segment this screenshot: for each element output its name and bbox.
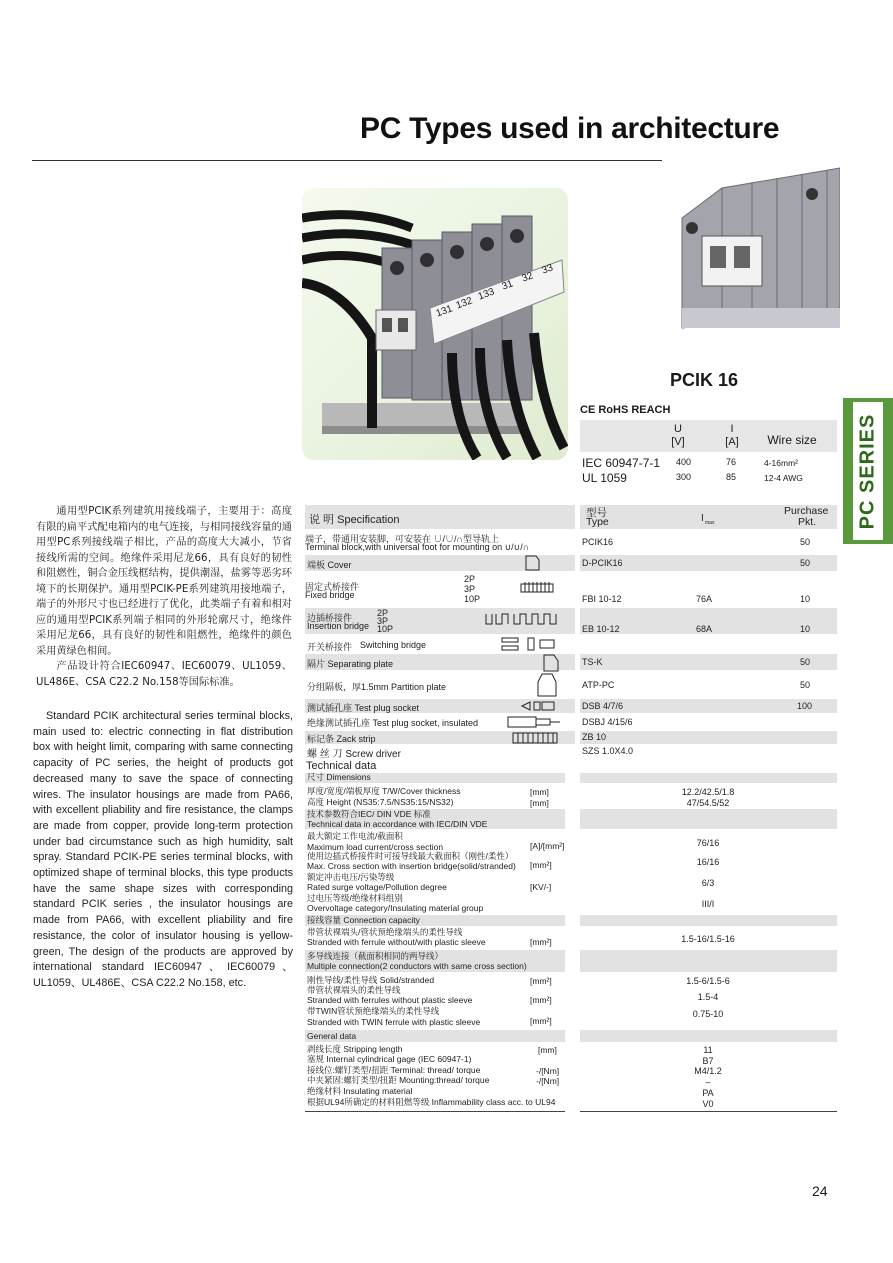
table-bottom-rule: [305, 1111, 565, 1112]
multi-unit: [mm²]: [530, 1016, 552, 1026]
type: SZS 1.0X4.0: [582, 746, 634, 756]
spec-row-cn: 隔片 Separating plate: [307, 659, 394, 669]
elec-value: 6/3: [701, 878, 715, 888]
opt: 10P: [464, 594, 481, 604]
spec-header-label: 说 明 Specification: [309, 514, 400, 526]
multi-bar-right: [580, 950, 837, 972]
series-side-tab: [843, 398, 893, 544]
spec-row-cn: 开关桥接件: [307, 642, 353, 652]
spec-row-cn: 绝缘测试插孔座 Test plug socket, insulated: [307, 718, 479, 728]
chinese-description: [36, 504, 292, 690]
marker-133: 133: [476, 286, 497, 303]
ferrule-unit: [mm²]: [530, 937, 552, 947]
ferrule-value: 1.5-16/1.5-16: [681, 934, 735, 944]
type: DSB 4/7/6: [582, 701, 624, 711]
head-i-unit: [A]: [725, 436, 739, 448]
pkt: 50: [800, 657, 811, 667]
general-row-label: 绝缘材料 Insulating material: [307, 1086, 413, 1096]
multi-label: 带管状裸端头的柔性导线: [307, 985, 401, 995]
page-number: 24: [812, 1183, 828, 1199]
dim-value: 12.2/42.5/1.8: [681, 787, 735, 797]
cover-icon: [523, 554, 541, 572]
zack-strip-icon: [512, 732, 558, 744]
imax: 68A: [696, 624, 713, 634]
table-bottom-rule-right: [580, 1111, 837, 1112]
ferrule-cn: 带管状裸端头/管状预绝缘端头的柔性导线: [307, 927, 463, 937]
spec-row-partition-plate: [305, 672, 575, 698]
elec-en: Rated surge voltage/Pollution degree: [307, 882, 447, 892]
general-bar-right: [580, 1030, 837, 1042]
general-row-value: M4/1.2: [694, 1066, 722, 1076]
separating-plate-icon: [540, 653, 560, 673]
general-row-value: B7: [702, 1056, 714, 1066]
spec-row-cn: 端子，带通用安装脚，可安装在 ∪/∪/∩型导轨上: [305, 534, 499, 544]
multi-label: 刚性导线/柔性导线 Solid/stranded: [307, 975, 435, 985]
spec-row-terminal: [305, 531, 575, 553]
cert-marks: CE RoHS REACH: [580, 404, 671, 416]
ferrule-en: Stranded with ferrule without/with plastic sleeve: [307, 937, 486, 947]
switching-bridge-icon: [500, 636, 556, 652]
dim-label: 高度 Height (NS35:7.5/NS35:15/NS32): [307, 797, 454, 807]
spec-row-en: Switching bridge: [360, 640, 427, 650]
spec-row-screw-driver-type: [580, 745, 837, 757]
pkt: 10: [800, 624, 811, 634]
multi-label-en: Stranded with ferrules without plastic sleeve: [307, 995, 473, 1005]
approval-std: UL 1059: [582, 471, 627, 485]
general-row-label: 根据UL94所确定的材料阻燃等级 Inflammability class acc. to UL94: [307, 1097, 556, 1107]
multi-label: 带TWIN管状预绝缘端头的柔性导线: [307, 1006, 440, 1016]
head-wire: Wire size: [767, 433, 817, 447]
elec-cn: 最大额定工作电流/截面积: [307, 831, 403, 841]
elec-unit: [KV/-]: [530, 882, 552, 892]
spec-row-cover-type: [580, 555, 837, 571]
multi-value: 0.75-10: [692, 1009, 724, 1019]
marker-33: 33: [540, 262, 555, 277]
english-description: [33, 709, 293, 992]
technical-title: Technical data: [306, 760, 377, 772]
head-i: I: [730, 423, 734, 435]
general-row-label: 剥线长度 Stripping length: [307, 1044, 403, 1054]
head-u-unit: [V]: [671, 436, 685, 448]
approval-std: IEC 60947-7-1: [582, 456, 661, 470]
marker-132: 132: [454, 295, 475, 312]
type-header: [580, 505, 837, 529]
spec-row-terminal-type: [580, 531, 837, 553]
spec-row-fixed-bridge-type: [580, 574, 837, 606]
approval-v: 400: [676, 457, 692, 467]
elec-cn: 使用边插式桥接件时可接导线最大截面积（刚性/柔性）: [307, 851, 514, 861]
spec-row-test-plug-type: [580, 699, 837, 713]
type: FBI 10-12: [582, 594, 622, 604]
multi-en: Multiple connection(2 conductors with same cross section): [307, 961, 527, 971]
marker-131: 131: [434, 303, 455, 320]
imax-head: I: [701, 513, 704, 524]
type-head-en: Type: [586, 516, 609, 528]
elec-en: Overvoltage category/Insulating material group: [307, 903, 484, 913]
pkt: 100: [797, 701, 813, 711]
insulated-socket-icon: [506, 714, 562, 730]
general-row-unit: -/[Nm]: [536, 1066, 560, 1076]
product-label: PCIK 16: [670, 370, 739, 390]
spec-row-partition-plate-type: [580, 672, 837, 698]
elec-unit: [mm²]: [530, 860, 552, 870]
dim-unit: [mm]: [530, 798, 549, 808]
approval-wire: 4-16mm²: [764, 458, 799, 468]
multi-label-en: Stranded with TWIN ferrule with plastic sleeve: [307, 1017, 481, 1027]
approval-a: 76: [726, 457, 737, 467]
spec-row-cn: 螺 丝 刀 Screw driver: [307, 749, 401, 760]
opt: 10P: [377, 624, 394, 634]
type: D-PCIK16: [582, 558, 623, 568]
spec-row-cn: 标记条 Zack strip: [307, 734, 376, 744]
spec-row-zack-strip-type: [580, 731, 837, 744]
imax-head-sub: max: [705, 520, 715, 526]
elec-value: III/I: [701, 899, 715, 909]
head-u: U: [674, 423, 682, 435]
spec-row-separating-plate-type: [580, 654, 837, 670]
spec-row-en: Fixed bridge: [305, 590, 355, 600]
approval-v: 300: [676, 472, 692, 482]
general-row-value: 11: [703, 1045, 713, 1055]
standard-bar-right: [580, 809, 837, 829]
general-row-label: 塞规 Internal cylindrical gage (IEC 60947-1): [307, 1054, 472, 1064]
type: DSBJ 4/15/6: [582, 717, 633, 727]
series-side-tab-label: PC SERIES: [856, 413, 879, 529]
spec-row-separating-plate: [305, 654, 575, 670]
type: ZB 10: [582, 732, 607, 742]
elec-value: 76/16: [696, 838, 720, 848]
approval-a: 85: [726, 472, 737, 482]
partition-plate-icon: [536, 672, 560, 698]
spec-row-cn: 边插桥接件: [307, 613, 353, 623]
spec-row-en: Terminal block,with universal foot for mounting on ∪/∪/∩: [305, 542, 530, 552]
dim-label: 厚度/宽度/端板厚度 T/W/Cover thickness: [307, 786, 461, 796]
general-label: General data: [307, 1031, 357, 1041]
elec-en: Max. Cross section with insertion bridge(solid/stranded): [307, 861, 516, 871]
opt: 3P: [464, 584, 476, 594]
general-row-label: 接线位:螺钉类型/扭距 Terminal: thread/ torque: [307, 1065, 481, 1075]
dim-unit: [mm]: [530, 787, 549, 797]
pkt-head-1: Purchase: [784, 505, 829, 517]
pkt: 50: [800, 558, 811, 568]
general-row-value: –: [705, 1077, 711, 1087]
general-row-value: V0: [702, 1099, 714, 1109]
elec-cn: 过电压等级/绝缘材料组别: [307, 893, 403, 903]
standard-en: Technical data in accordance with IEC/DIN VDE: [307, 819, 488, 829]
spec-header: [305, 505, 575, 529]
spec-row-cn: 端板 Cover: [307, 560, 352, 570]
pkt: 50: [800, 680, 811, 690]
type-head-cn: 型号: [586, 507, 607, 519]
pkt-head-2: Pkt.: [798, 516, 817, 528]
spec-row-cn: 分组隔板，厚1.5mm Partition plate: [307, 682, 447, 692]
page-title: PC Types used in architecture: [360, 112, 780, 145]
standard-cn: 技术参数符合IEC/ DIN VDE 标准: [307, 809, 431, 819]
capacity-label: 接线容量 Connection capacity: [307, 915, 420, 925]
general-row-label: 中夹紧固:螺钉类型/扭距 Mounting:thread/ torque: [307, 1075, 490, 1085]
product-photo-pcik16: [662, 158, 840, 336]
multi-value: 1.5-4: [697, 992, 719, 1002]
opt: 3P: [377, 616, 389, 626]
opt: 2P: [464, 574, 476, 584]
multi-value: 1.5-6/1.5-6: [686, 976, 730, 986]
chinese-paragraph-1: 通用型PCIK系列建筑用接线端子，主要用于：高度有限的扁平式配电箱内的电气连接，与相同接线容量的通用型PC系列接线端子相比，产品的高度大大减小，节省接线所需的空间。绝缘件采用尼龙66，具有良好的韧性和阻燃性，铜合金压线框结构，提供潮湿，盐雾等恶劣环境下的长期保护。通用型PCIK-PE系列建筑用接地端子，端子的外形尺寸也已经进行了优化，此类端子有着和相对应的通用型PCIK系列端子相同的外形轮廓尺寸，绝缘件采用尼龙66，具有良好的韧性和阻燃性，绝缘件的颜色采用黄绿色相间。: [36, 506, 292, 657]
capacity-bar-right: [580, 915, 837, 926]
chinese-paragraph-2: 产品设计符合IEC60947、IEC60079、UL1059、UL486E、CSA C22.2 No.158等国际标准。: [36, 661, 292, 688]
product-photo-assembly: [302, 188, 568, 460]
spec-row-insertion-bridge-type: [580, 608, 837, 634]
spec-row-en: Insertion bridge: [307, 621, 370, 631]
type: EB 10-12: [582, 624, 620, 634]
approval-row: [582, 456, 837, 470]
general-row-value: PA: [702, 1088, 714, 1098]
dimensions-bar-right: [580, 773, 837, 783]
pkt: 50: [800, 537, 811, 547]
spec-row-cn: 固定式桥接件: [305, 582, 360, 592]
spec-row-insulated-socket-type: [580, 714, 837, 730]
elec-value: 16/16: [696, 857, 720, 867]
imax: 76A: [696, 594, 713, 604]
marker-32: 32: [520, 270, 535, 285]
multi-unit: [mm²]: [530, 995, 552, 1005]
marker-31: 31: [500, 278, 515, 293]
test-plug-socket-icon: [520, 699, 560, 713]
spec-row-screw-driver: [305, 745, 575, 760]
fixed-bridge-icon: [520, 580, 554, 594]
opt: 2P: [377, 608, 389, 618]
pkt: 10: [800, 594, 811, 604]
general-row-unit: -/[Nm]: [536, 1076, 560, 1086]
type: PCIK16: [582, 537, 614, 547]
approval-wire: 12-4 AWG: [764, 473, 803, 483]
english-paragraph: Standard PCIK architectural series terminal blocks, main used to: electric connecting in flat distribution box with height limit, comparing with same connecting capacity of PC series, the height of products got decreased many to save the space of connecting wires. The insulator housings are made from PA66, with excellent pliability and fire resistance, the clamps are made from copper, provide long-term protection under bad circumstance such as high humidity, salt spray. Standard PCIK-PE series terminal blocks, with optimized shape of terminal blocks, this type products have the same shape sizes with corresponding standard PCIK series , the insulator housings are made from PA66, with excellent pliability and fire resistance, the color of insulator housing is yellow-green, The design of the products are approved by international standard IEC60947、IEC60079、UL1059、UL486E、CSA C22.2 No.158, etc.: [33, 710, 293, 989]
type: TS-K: [582, 657, 603, 667]
general-row-unit: [mm]: [538, 1045, 557, 1055]
type: ATP-PC: [582, 680, 615, 690]
approvals-header: [580, 420, 837, 452]
spec-row-cn: 测试插孔座 Test plug socket: [307, 703, 420, 713]
approval-row: [582, 471, 837, 485]
multi-cn: 多导线连接（截面积相同的两导线）: [307, 951, 444, 961]
elec-cn: 额定冲击电压/污染等级: [307, 872, 395, 882]
elec-unit: [A]/[mm²]: [530, 841, 565, 851]
dimensions-label: 尺寸 Dimensions: [307, 772, 371, 782]
multi-unit: [mm²]: [530, 976, 552, 986]
dim-value: 47/54.5/52: [686, 798, 730, 808]
insertion-bridge-icon: [484, 612, 560, 626]
elec-en: Maximum load current/cross section: [307, 842, 444, 852]
